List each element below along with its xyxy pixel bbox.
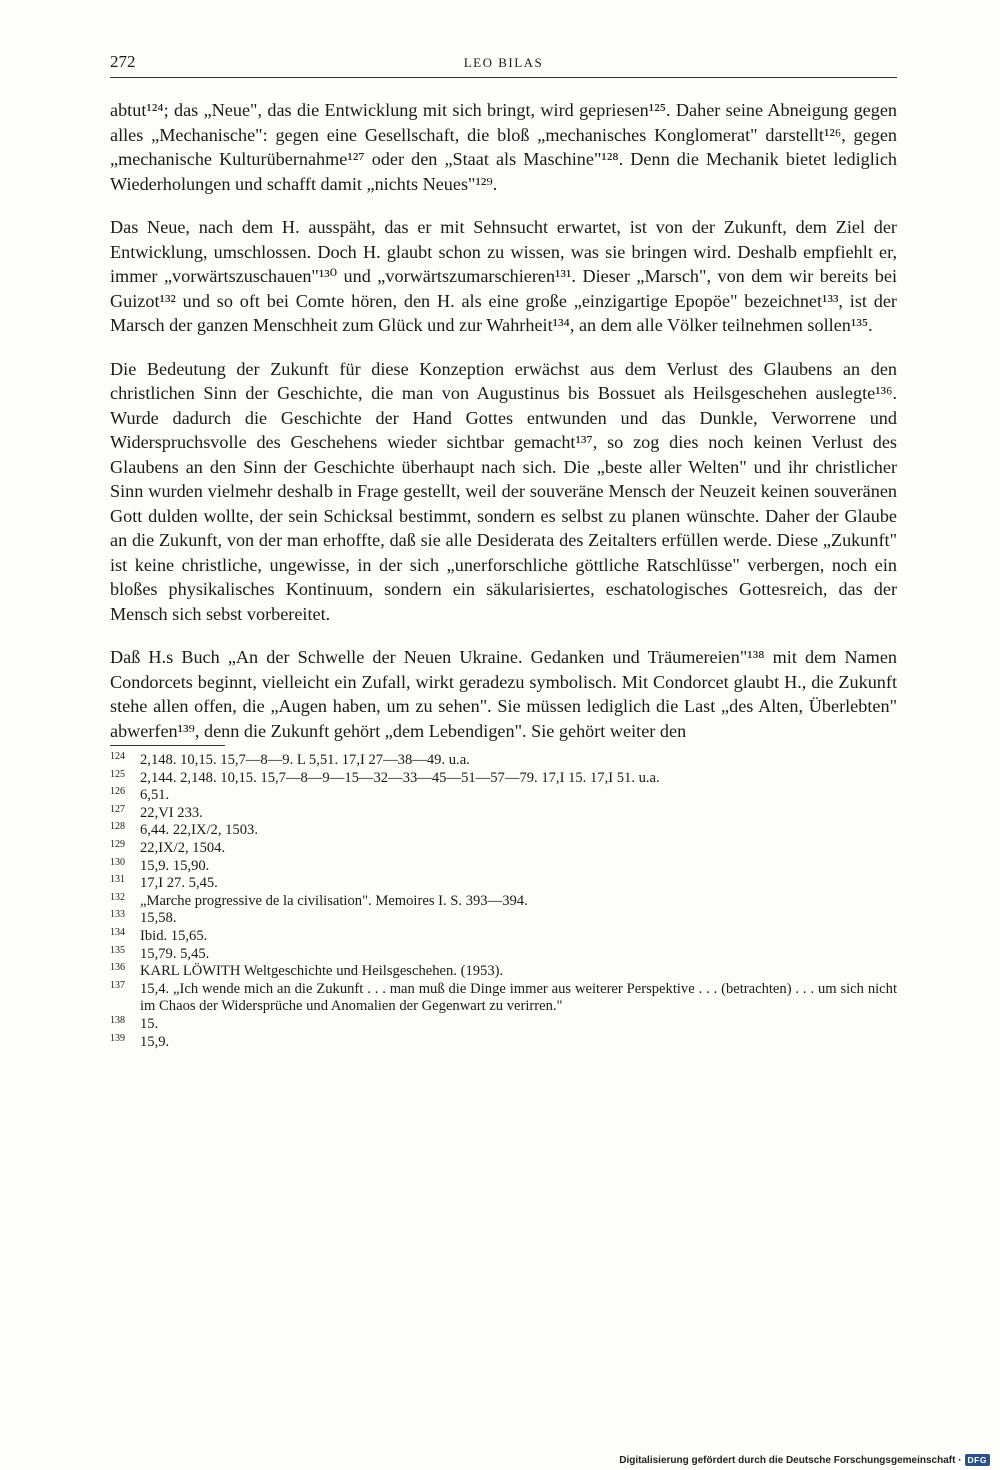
footnote-number: 134: [110, 926, 125, 938]
footnote-number: 130: [110, 856, 125, 868]
footnote: [110, 910, 897, 928]
footnote-text: 15,58.: [140, 910, 177, 927]
credit-text: Digitalisierung gefördert durch die Deutsche Forschungsgemeinschaft ·: [619, 1454, 962, 1466]
footnote-number: 126: [110, 786, 125, 798]
footnote-text: 15.: [140, 1015, 159, 1032]
footnote-number: 131: [110, 874, 125, 886]
footnote-text: 22,VI 233.: [140, 804, 203, 821]
footnote: [110, 1034, 897, 1052]
page-number: 272: [110, 52, 136, 71]
body-text: [110, 98, 897, 743]
footnote-number: 139: [110, 1032, 125, 1044]
footnote-number: 132: [110, 891, 125, 903]
footnote-text: 17,I 27. 5,45.: [140, 875, 218, 892]
paragraph: Die Bedeutung der Zukunft für diese Konzeption erwächst aus dem Verlust des Glaubens an den christlichen Sinn der Geschichte, die man von Augustinus bis Bossuet als Heilsgeschehen auslegte¹³⁶. Wurde dadurch die Geschichte der Hand Gottes entwunden und das Dunkle, Verworrene und Widerspruchsvolle des Geschehens wieder sichtbar gemacht¹³⁷, so zog dies noch keinen Verlust des Glaubens an den Sinn der Geschichte überhaupt nach sich. Die „beste aller Welten" und ihr christlicher Sinn wurden vielmehr deshalb in Frage gestellt, weil der souveräne Mensch der Neuzeit keinen souveränen Gott dulden wollte, der sein Schicksal bestimmt, sondern es selbst zu planen wünschte. Daher der Glaube an die Zukunft, von der man erhoffte, daß sie alle Desiderata des Zeitalters erfüllen werde. Diese „Zukunft" ist keine christliche, ungewisse, in der sich „unerforschliche göttliche Ratschlüsse" verbergen, noch ein bloßes physikalisches Kontinuum, sondern ein säkularisiertes, eschatologisches Gottesreich, das der Mensch sich sebst vorbereitet.: [110, 358, 897, 624]
page: [110, 52, 897, 1051]
footnote: [110, 770, 897, 788]
footnote-rule: [110, 745, 225, 746]
footnotes: [110, 752, 897, 1051]
footnote-text: 2,144. 2,148. 10,15. 15,7—8—9—15—32—33—45—51—57—79. 17,I 15. 17,I 51. u.a.: [140, 769, 660, 786]
footnote: [110, 858, 897, 876]
footnote-text: KARL LÖWITH Weltgeschichte und Heilsgeschehen. (1953).: [140, 963, 504, 980]
footnote: [110, 787, 897, 805]
footnote-text: 15,9. 15,90.: [140, 857, 210, 874]
footnote-number: 128: [110, 821, 125, 833]
footnote-number: 135: [110, 944, 125, 956]
footnote: [110, 981, 897, 1016]
footnote: [110, 893, 897, 911]
footnote: [110, 822, 897, 840]
paragraph: Das Neue, nach dem H. ausspäht, das er mit Sehnsucht erwartet, ist von der Zukunft, dem Ziel der Entwicklung, umschlossen. Doch H. glaubt schon zu wissen, was sie bringen wird. Deshalb empfiehlt er, immer „vorwärtszuschauen"¹³⁰ und „vorwärtszumarschieren¹³¹. Dieser „Marsch", von dem wir bereits bei Guizot¹³² und so oft bei Comte hören, den H. als eine große „einzigartige Epopöe" bezeichnet¹³³, ist der Marsch der ganzen Menschheit zum Glück und zur Wahrheit¹³⁴, an dem alle Völker teilnehmen sollen¹³⁵.: [110, 217, 897, 335]
footnote-text: 15,4. „Ich wende mich an die Zukunft . . . man muß die Dinge immer aus weiterer Perspektive . . . (betrachten) . . . um sich nicht im Chaos der Widersprüche und Anomalien der Gegenwart zu verirren.": [140, 980, 897, 1015]
footnote-text: 6,51.: [140, 787, 170, 804]
footnote: [110, 840, 897, 858]
footnote-number: 137: [110, 979, 125, 991]
footnote: [110, 805, 897, 823]
footnote-text: 22,IX/2, 1504.: [140, 839, 226, 856]
running-head: LEO BILAS: [463, 55, 544, 70]
footnote: [110, 1016, 897, 1034]
paragraph: abtut¹²⁴; das „Neue", das die Entwicklung mit sich bringt, wird gepriesen¹²⁵. Daher seine Abneigung gegen alles „Mechanische": gegen eine Gesellschaft, die bloß „mechanisches Konglomerat" darstellt¹²⁶, gegen „mechanische Kulturübernahme¹²⁷ oder den „Staat als Maschine"¹²⁸. Denn die Mechanik bietet lediglich Wiederholungen und schafft damit „nichts Neues"¹²⁹.: [110, 100, 897, 194]
footnote-text: „Marche progressive de la civilisation". Memoires I. S. 393—394.: [140, 892, 528, 909]
footnote: [110, 752, 897, 770]
paragraph: Daß H.s Buch „An der Schwelle der Neuen Ukraine. Gedanken und Träumereien"¹³⁸ mit dem Namen Condorcets beginnt, vielleicht ein Zufall, wirkt geradezu symbolisch. Mit Condorcet glaubt H., die Zukunft stehe allen offen, die „Augen haben, um zu sehen". Sie müssen lediglich die Last „des Alten, Überlebten" abwerfen¹³⁹, denn die Zukunft gehört „dem Lebendigen". Sie gehört weiter den: [110, 647, 897, 741]
header-rule: [110, 77, 897, 78]
footnote-number: 136: [110, 962, 125, 974]
footnote-text: 15,9.: [140, 1033, 170, 1050]
footnote-number: 133: [110, 909, 125, 921]
footnote-number: 138: [110, 1014, 125, 1026]
footnote-text: 15,79. 5,45.: [140, 945, 210, 962]
dfg-logo-icon: DFG: [965, 1454, 990, 1466]
footnote: [110, 928, 897, 946]
footnote: [110, 963, 897, 981]
footnote: [110, 875, 897, 893]
footnote-number: 127: [110, 803, 125, 815]
footnote-text: Ibid. 15,65.: [140, 927, 208, 944]
digitization-credit: [619, 1454, 990, 1466]
footnote: [110, 946, 897, 964]
footnote-text: 6,44. 22,IX/2, 1503.: [140, 822, 258, 839]
footnote-number: 125: [110, 768, 125, 780]
page-header: [110, 52, 897, 78]
footnote-number: 124: [110, 751, 125, 762]
footnote-text: 2,148. 10,15. 15,7—8—9. L 5,51. 17,I 27—38—49. u.a.: [140, 752, 470, 768]
footnote-number: 129: [110, 838, 125, 850]
